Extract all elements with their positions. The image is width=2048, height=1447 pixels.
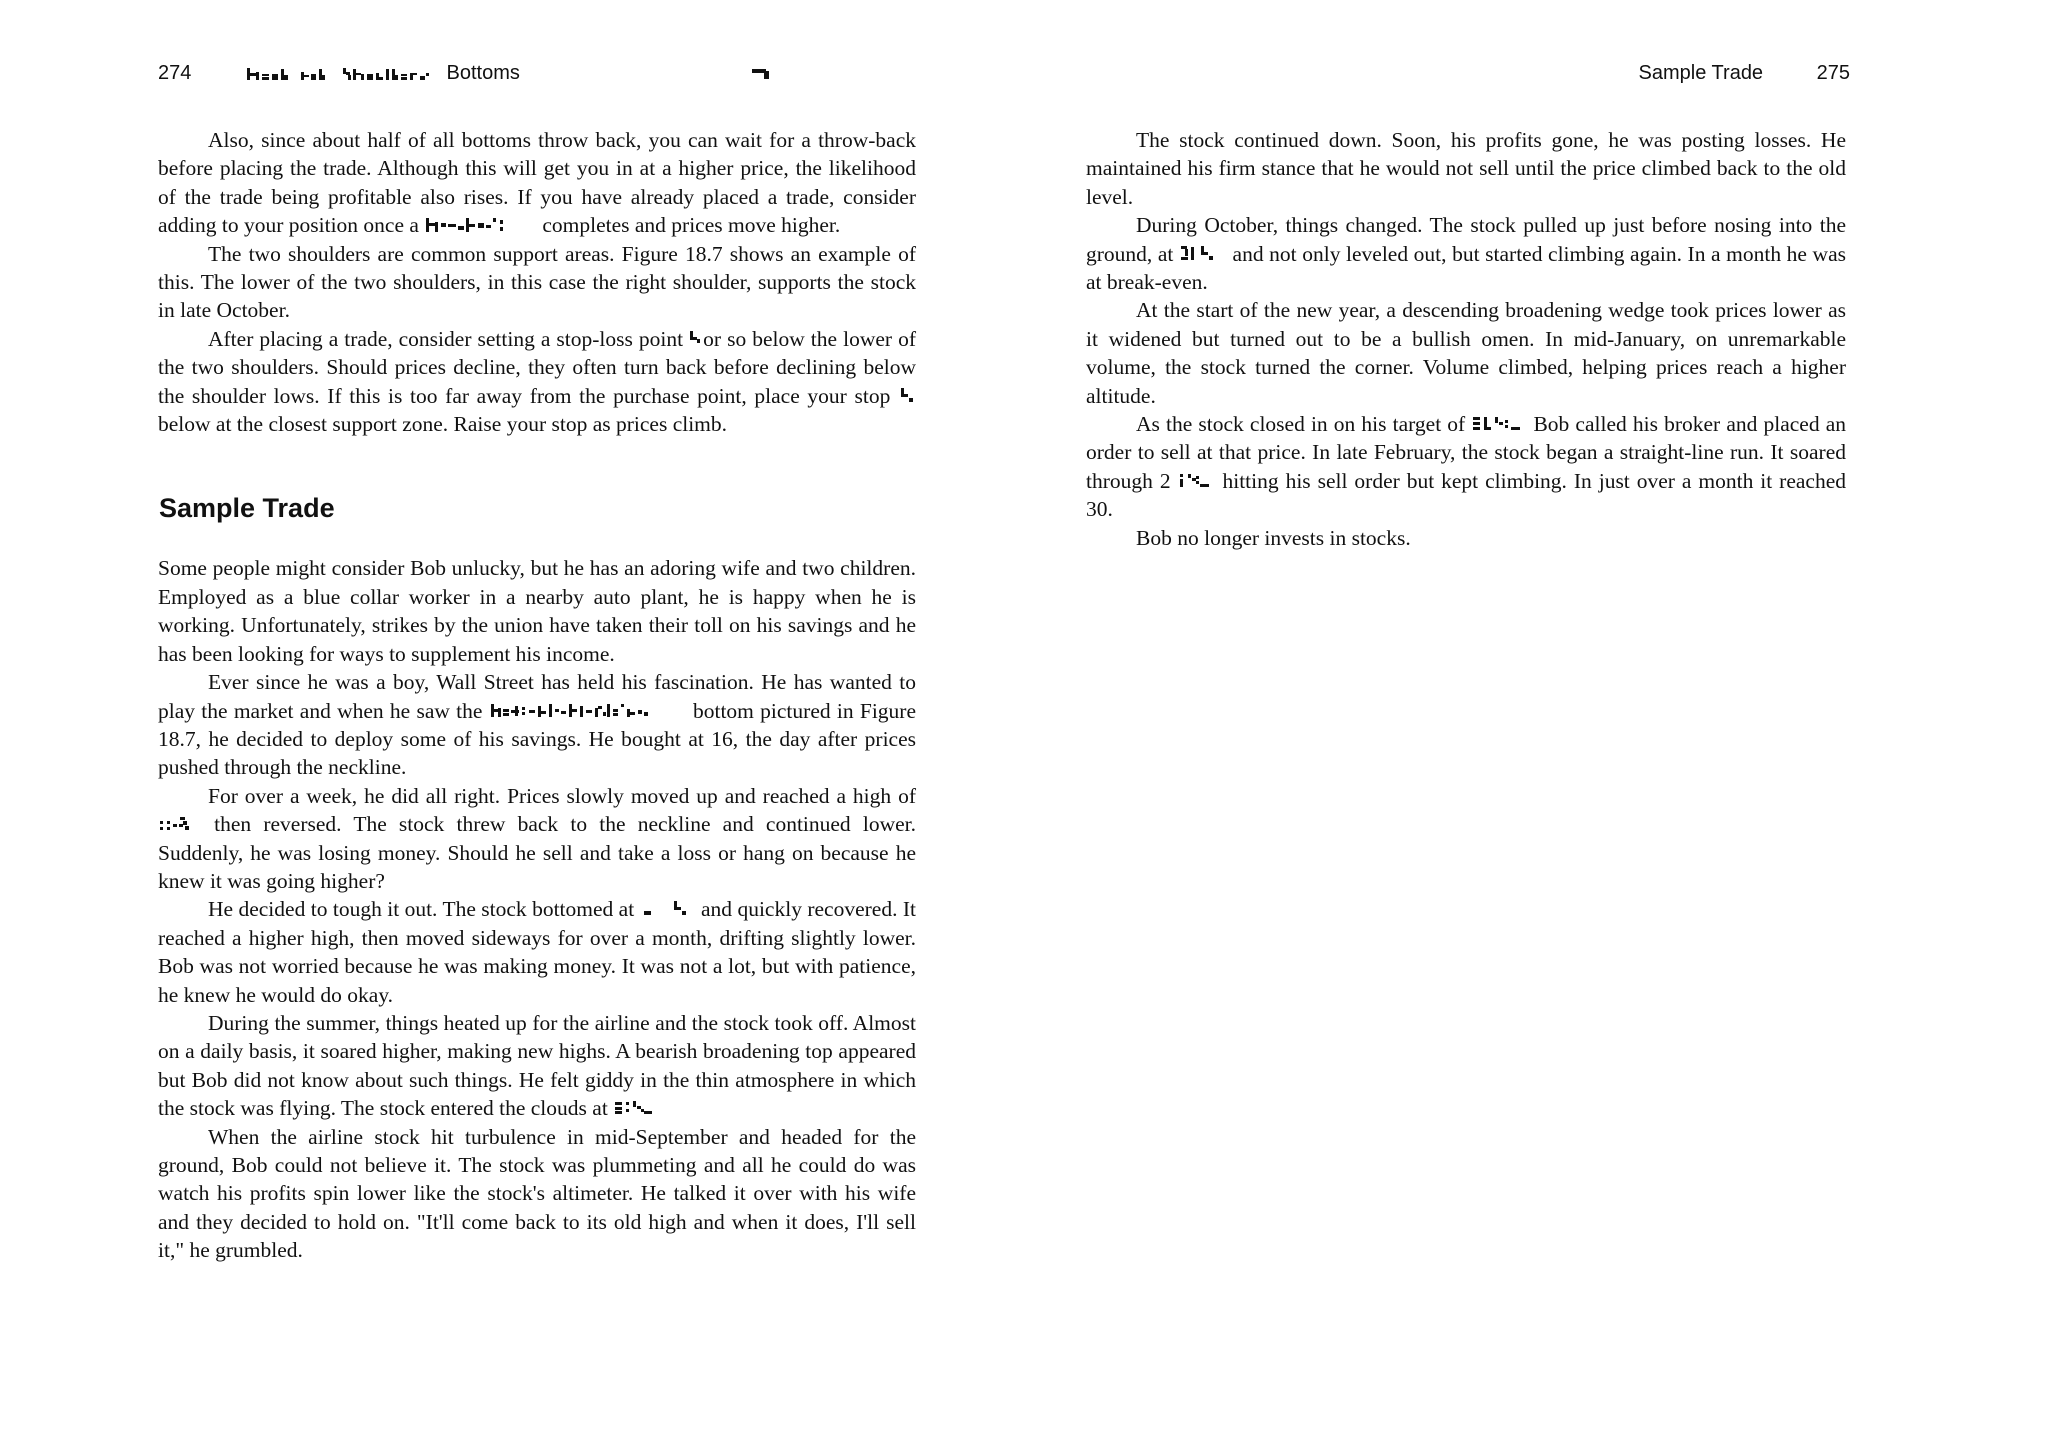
right-running-head [1639, 62, 1850, 85]
left-page-body [158, 126, 916, 1265]
paragraph: Bob no longer invests in stocks. [1136, 525, 1411, 550]
paragraph: Some people might consider Bob unlucky, but he has an adoring wife and two children. Employed as a blue collar worker in a nearby auto plant, he is happy when he is working. Unfortunately, strikes by the union have taken their toll on his savings and he has been looking for ways to supplement his income. [158, 556, 916, 666]
right-running-head-title: Sample Trade [1638, 62, 1764, 84]
garbled-number-glyphs [689, 328, 703, 348]
right-page-number: 275 [1816, 62, 1850, 84]
running-head-garbled-glyphs [245, 66, 441, 82]
garbled-number-glyphs [1178, 470, 1216, 490]
paragraph: During the summer, things heated up for the airline and the stock took off. Almost on a daily basis, it soared higher, making new highs. A bearish broadening top appeared but Bob did not know about such things. He felt giddy in the thin atmosphere in which the stock was flying. The stock entered the clouds at [158, 1010, 916, 1121]
garbled-number-glyphs [1471, 413, 1527, 433]
paragraph: Also, since about half of all bottoms throw back, you can wait for a throw-back before placing the trade. Although this will get you in at a higher price, the likelihood of the trade being profitable also rises. If you have already placed a trade, consider adding to your position once a completes and prices move higher. [158, 128, 916, 238]
garbled-number-glyphs [898, 385, 916, 405]
paragraph: Ever since he was a boy, Wall Street has held his fascination. He has wanted to play the market and when he saw the bottom pictured in Figure 18.7, he decided to deploy some of his savings. He bought at 16, the day after prices pushed through the neckline. [158, 670, 916, 780]
paragraph: The stock continued down. Soon, his profits gone, he was posting losses. He maintained his firm stance that he would not sell until the price climbed back to the old level. [1086, 128, 1846, 209]
left-page-number: 274 [158, 62, 192, 84]
paragraph: For over a week, he did all right. Prices slowly moved up and reached a high of then reversed. The stock threw back to the neckline and continued lower. Suddenly, he was losing money. Should he sell and take a loss or hang on because he knew it was going higher? [158, 783, 916, 893]
left-running-head-suffix: Bottoms [446, 62, 520, 84]
paragraph: At the start of the new year, a descending broadening wedge took prices lower as it widened but turned out to be a bullish omen. In mid-January, on unremarkable volume, the stock turned the corner. Volume climbed, helping prices reach a higher altitude. [1086, 298, 1846, 408]
paragraph: The two shoulders are common support areas. Figure 18.7 shows an example of this. The lower of the two shoulders, in this case the right shoulder, supports the stock in late October. [158, 241, 916, 323]
paragraph: When the airline stock hit turbulence in mid-September and headed for the ground, Bob could not believe it. The stock was plummeting and all he could do was watch his profits spin lower like the stock's altimeter. He talked it over with his wife and they decided to hold on. "It'll come back to its old high and when it does, I'll sell it," he grumbled. [158, 1124, 916, 1263]
paragraph: After placing a trade, consider setting a stop-loss point or so below the lower of the two shoulders. Should prices decline, they often turn back before declining below the shoulder lows. If this is too far away from the purchase point, place your stop below at the closest support zone. Raise your stop as prices climb. [158, 326, 916, 437]
section-heading: Sample Trade [159, 493, 335, 524]
right-page-body [1086, 126, 1846, 552]
garbled-word-glyphs [489, 700, 687, 720]
paragraph: During October, things changed. The stock pulled up just before nosing into the ground, at and not only leveled out, but started climbing again. In a month he was at break-even. [1086, 213, 1846, 295]
garbled-word-glyphs [424, 214, 542, 234]
garbled-number-glyphs [158, 813, 202, 833]
paragraph: As the stock closed in on his target of Bob called his broker and placed an order to sell at that price. In late February, the stock began a straight-line run. It soared through 2 hitting his sell order but kept climbing. In just over a month it reached 30. [1086, 412, 1846, 522]
paragraph: He decided to tough it out. The stock bottomed at and quickly recovered. It reached a higher high, then moved sideways for over a month, drifting slightly lower. Bob was not worried because he was making money. It was not a lot, but with patience, he knew he would do okay. [158, 897, 917, 1007]
stray-header-mark [752, 68, 774, 80]
left-running-head [158, 62, 520, 85]
garbled-number-glyphs [640, 898, 696, 918]
garbled-number-glyphs [1179, 243, 1227, 263]
garbled-number-glyphs [613, 1097, 657, 1117]
